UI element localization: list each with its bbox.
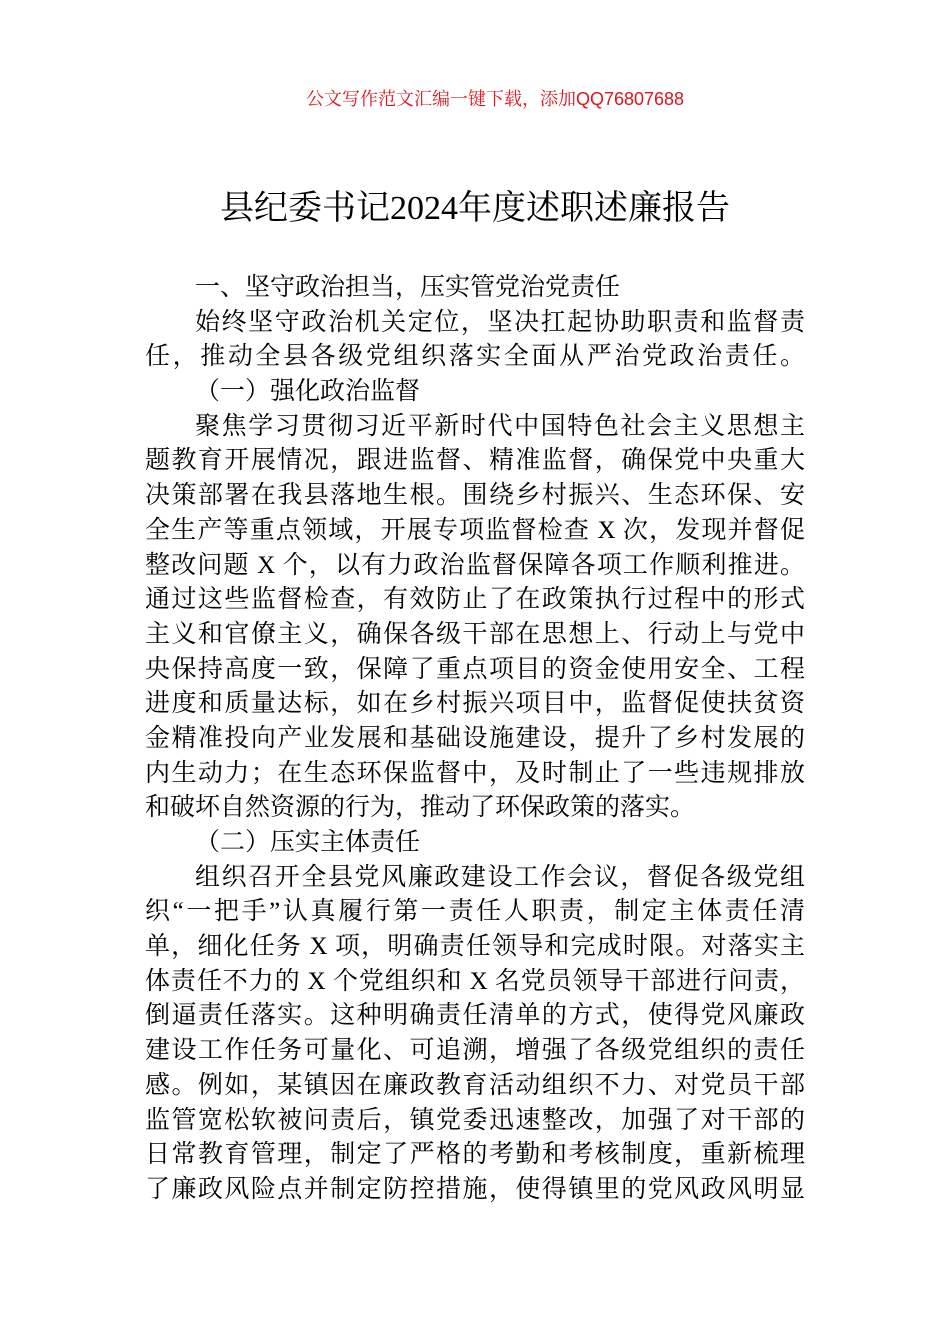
body-text-line: 单，细化任务 X 项，明确责任领导和完成时限。对落实主 [145,933,805,961]
body-text-line: 和破坏自然资源的行为，推动了环保政策的落实。 [145,794,696,822]
body-text-line: 感。例如，某镇因在廉政教育活动组织不力、对党员干部 [145,1071,805,1099]
body-text-line: 聚焦学习贯彻习近平新时代中国特色社会主义思想主 [195,412,805,440]
body-text-line: 倒逼责任落实。这种明确责任清单的方式，使得党风廉政 [145,1002,805,1030]
watermark-download-notice: 公文写作范文汇编一键下载，添加QQ76807688 [305,89,685,109]
body-text-line: 体责任不力的 X 个党组织和 X 名党员领导干部进行问责， [145,967,805,995]
body-text-line: 主义和官僚主义，确保各级干部在思想上、行动上与党中 [145,620,805,648]
body-text-line: 始终坚守政治机关定位，坚决扛起协助职责和监督责 [195,308,805,336]
body-text-line: 金精准投向产业发展和基础设施建设，提升了乡村发展的 [145,724,805,752]
body-text-line: 进度和质量达标，如在乡村振兴项目中，监督促使扶贫资 [145,690,805,718]
body-text-line: 建设工作任务可量化、可追溯，增强了各级党组织的责任 [145,1037,805,1065]
body-text-line: 任，推动全县各级党组织落实全面从严治党政治责任。 [145,343,805,371]
body-text-line: 织“一把手”认真履行第一责任人职责，制定主体责任清 [145,898,805,926]
body-text-line: 内生动力；在生态环保监督中，及时制止了一些违规排放 [145,759,805,787]
body-text-line: 央保持高度一致，保障了重点项目的资金使用安全、工程 [145,655,805,683]
section-heading: （一）强化政治监督 [195,378,421,406]
body-text-line: 决策部署在我县落地生根。围绕乡村振兴、生态环保、安 [145,482,805,510]
body-text-line: 监管宽松软被问责后，镇党委迅速整改，加强了对干部的 [145,1106,805,1134]
document-body [145,271,805,1208]
body-text-line: 整改问题 X 个，以有力政治监督保障各项工作顺利推进。 [145,551,805,579]
body-text-line: 题教育开展情况，跟进监督、精准监督，确保党中央重大 [145,447,805,475]
body-text-line: 通过这些监督检查，有效防止了在政策执行过程中的形式 [145,586,805,614]
body-text-line: 日常教育管理，制定了严格的考勤和考核制度，重新梳理 [145,1141,805,1169]
body-text-line: 组织召开全县党风廉政建设工作会议，督促各级党组 [195,863,805,891]
section-heading: 一、坚守政治担当，压实管党治党责任 [195,274,621,301]
body-text-line: 全生产等重点领域，开展专项监督检查 X 次，发现并督促 [145,516,805,544]
document-title: 县纪委书记2024年度述职述廉报告 [220,190,730,227]
section-heading: （二）压实主体责任 [195,829,421,856]
body-text-line: 了廉政风险点并制定防控措施，使得镇里的党风政风明显 [145,1175,805,1203]
